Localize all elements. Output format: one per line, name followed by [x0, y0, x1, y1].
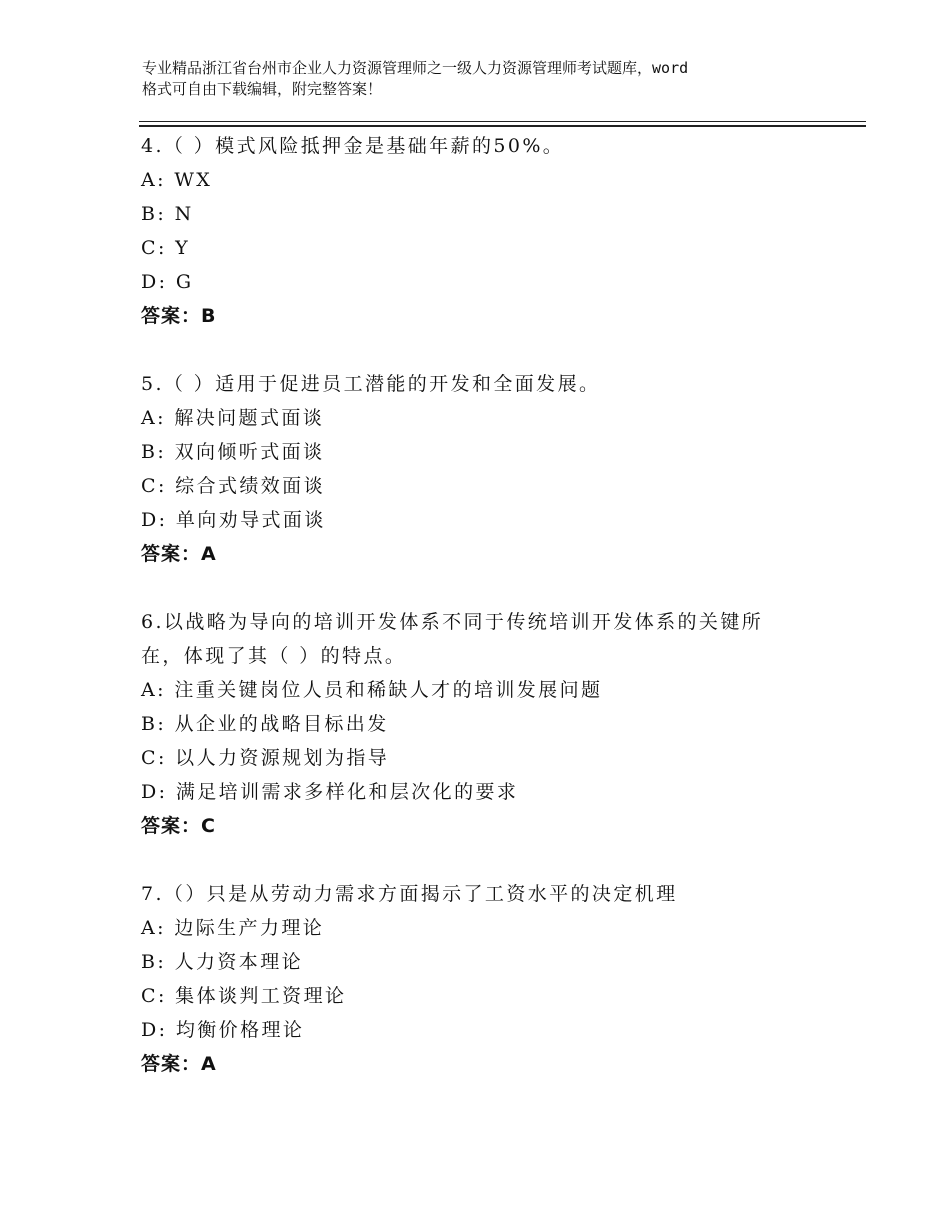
- document-header: [142, 58, 862, 100]
- option-c: C: Y: [141, 237, 191, 259]
- question-stem-line-1: 6.以战略为导向的培训开发体系不同于传统培训开发体系的关键所: [141, 611, 764, 633]
- question-stem: 5.（ ）适用于促进员工潜能的开发和全面发展。: [141, 373, 601, 395]
- answer-label: 答案：A: [141, 1053, 217, 1075]
- option-d: D: 单向劝导式面谈: [141, 509, 326, 531]
- question-6: [141, 605, 841, 843]
- question-stem: 7.（）只是从劳动力需求方面揭示了工资水平的决定机理: [141, 883, 678, 905]
- question-stem: 4.（ ）模式风险抵押金是基础年薪的50%。: [141, 135, 565, 157]
- option-b: B: 双向倾听式面谈: [141, 441, 325, 463]
- option-d: D: 满足培训需求多样化和层次化的要求: [141, 781, 519, 803]
- header-line-2: 格式可自由下载编辑，附完整答案！: [142, 80, 383, 98]
- option-c: C: 综合式绩效面谈: [141, 475, 325, 497]
- question-4: [141, 129, 841, 333]
- option-a: A: 注重关键岗位人员和稀缺人才的培训发展问题: [141, 679, 603, 701]
- option-a: A: WX: [141, 169, 213, 191]
- question-7: [141, 877, 841, 1081]
- option-b: B: 从企业的战略目标出发: [141, 713, 389, 735]
- answer-label: 答案：C: [141, 815, 216, 837]
- option-c: C: 集体谈判工资理论: [141, 985, 347, 1007]
- header-divider-thick: [139, 125, 866, 127]
- option-a: A: 边际生产力理论: [141, 917, 325, 939]
- option-a: A: 解决问题式面谈: [141, 407, 325, 429]
- header-divider-thin: [139, 121, 866, 122]
- answer-label: 答案：A: [141, 543, 217, 565]
- option-c: C: 以人力资源规划为指导: [141, 747, 390, 769]
- question-stem-line-2: 在，体现了其（ ）的特点。: [141, 645, 407, 667]
- answer-label: 答案：B: [141, 305, 217, 327]
- header-line-1: 专业精品浙江省台州市企业人力资源管理师之一级人力资源管理师考试题库，word: [142, 59, 689, 77]
- option-d: D: G: [141, 271, 194, 293]
- question-list: [141, 129, 841, 1115]
- option-d: D: 均衡价格理论: [141, 1019, 305, 1041]
- option-b: B: N: [141, 203, 194, 225]
- question-5: [141, 367, 841, 571]
- option-b: B: 人力资本理论: [141, 951, 304, 973]
